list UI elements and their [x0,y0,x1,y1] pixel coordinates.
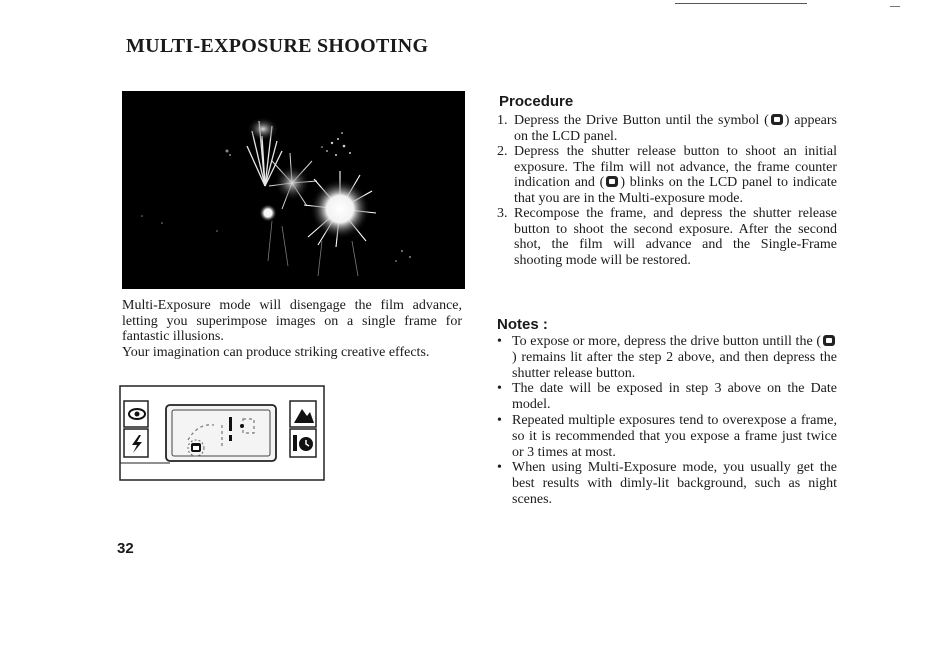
multi-exposure-icon [823,335,835,346]
procedure-step-1: 1. Depress the Drive Button until the symbol ( ) appears on the LCD panel. [497,113,837,144]
header-rule [675,3,807,4]
procedure-steps [497,113,837,268]
bullet: • [497,381,502,397]
bullet: • [497,334,502,349]
procedure-heading: Procedure [499,93,574,110]
step-number: 3. [497,206,508,221]
page-number: 32 [117,540,134,557]
fireworks-image [122,91,465,289]
multi-exposure-icon [606,176,618,187]
photo-caption [122,298,462,360]
header-dash [890,6,900,7]
lcd-panel-diagram [118,385,326,483]
bullet: • [497,460,502,476]
step-number: 2. [497,144,508,159]
note-item: • When using Multi-Exposure mode, you usually get the best results with dimly-lit background, such as night scenes. [497,460,837,507]
note-item: • Repeated multiple exposures tend to overexpose a frame, so it is recommended that you expose a frame just twice or 3 times at most. [497,412,837,460]
notes-heading: Notes : [497,316,548,333]
fireworks-photo [122,91,465,289]
bullet: • [497,412,502,428]
caption-paragraph-1: Multi-Exposure mode will disengage the film advance, letting you superimpose images on a single frame for fantastic illusions. [122,298,462,344]
procedure-step-2: 2. Depress the shutter release button to shoot an initial exposure. The film will not advance, the frame counter indication and ( ) blinks on the LCD panel to indicate that you are in the Multi-exposure mode. [497,144,837,206]
note-item: • To expose or more, depress the drive button untill the () remains lit after the step 2 above, and then depress the shutter release button. [497,334,837,381]
page-title: MULTI-EXPOSURE SHOOTING [126,35,429,57]
step-number: 1. [497,113,508,128]
caption-paragraph-2: Your imagination can produce striking creative effects. [122,344,430,360]
procedure-step-3: 3. Recompose the frame, and depress the shutter release button to shoot the second exposure. After the second shot, the film will advance and the Single-Frame shooting mode will be restored. [497,206,837,268]
notes-list [497,334,837,508]
multi-exposure-icon [771,114,783,125]
note-item: • The date will be exposed in step 3 above on the Date model. [497,381,837,413]
